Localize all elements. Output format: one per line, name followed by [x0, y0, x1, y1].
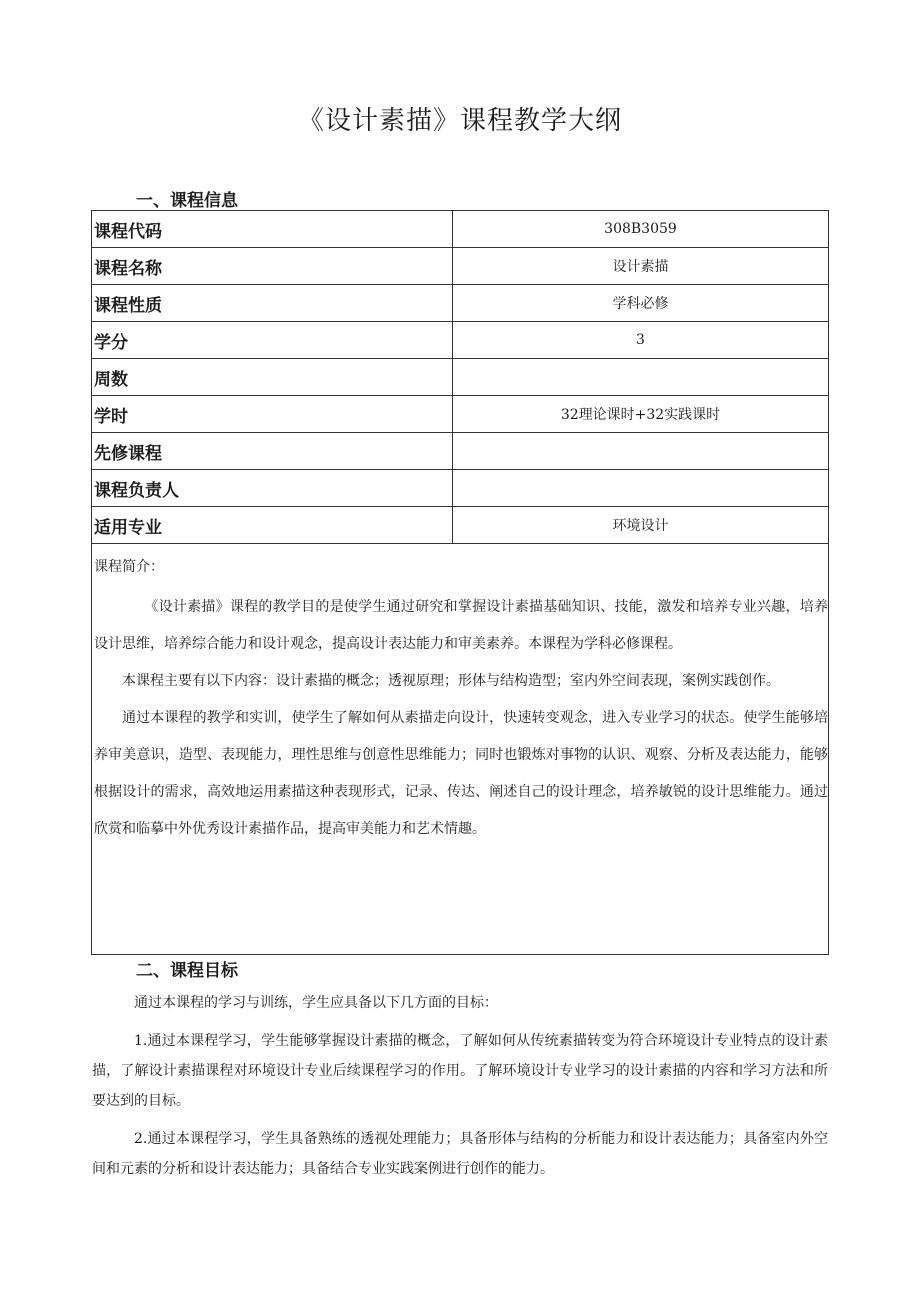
- course-intro-row: [92, 544, 829, 955]
- course-intro-cell: [92, 544, 829, 955]
- goals-paragraph: 2.通过本课程学习，学生具备熟练的透视处理能力；具备形体与结构的分析能力和设计表达能力；具备室内外空间和元素的分析和设计表达能力；具备结合专业实践案例进行创作的能力。: [92, 1131, 828, 1177]
- row-value: 32理论课时+32实践课时: [453, 396, 829, 433]
- table-row: [92, 285, 829, 322]
- row-value: 3: [453, 322, 829, 359]
- table-row: [92, 211, 829, 248]
- table-row: [92, 470, 829, 507]
- row-label: 学分: [92, 322, 453, 359]
- row-label: 周数: [92, 359, 453, 396]
- course-intro-label: 课程简介：: [94, 559, 164, 575]
- row-value: 环境设计: [453, 507, 829, 544]
- table-row: [92, 433, 829, 470]
- row-value: 308B3059: [453, 211, 829, 248]
- row-value: [453, 359, 829, 396]
- row-label: 适用专业: [92, 507, 453, 544]
- goals-paragraph: 1.通过本课程学习，学生能够掌握设计素描的概念，了解如何从传统素描转变为符合环境设计专业特点的设计素描，了解设计素描课程对环境设计专业后续课程学习的作用。了解环境设计专业学习的设计素描的内容和学习方法和所要达到的目标。: [92, 1033, 828, 1109]
- row-value: 学科必修: [453, 285, 829, 322]
- section-heading-course-info: 一、课程信息: [136, 191, 238, 211]
- goals-paragraph: 通过本课程的学习与训练，学生应具备以下几方面的目标：: [134, 995, 498, 1011]
- course-goals-body: [92, 988, 828, 1192]
- row-label: 先修课程: [92, 433, 453, 470]
- row-label: 课程性质: [92, 285, 453, 322]
- row-label: 课程负责人: [92, 470, 453, 507]
- document-title: 《设计素描》课程教学大纲: [297, 106, 622, 136]
- section-heading-course-goals: 二、课程目标: [136, 961, 238, 981]
- table-row: [92, 507, 829, 544]
- row-label: 学时: [92, 396, 453, 433]
- table-row: [92, 248, 829, 285]
- row-value: 设计素描: [453, 248, 829, 285]
- row-label: 课程名称: [92, 248, 453, 285]
- course-intro-paragraph: 通过本课程的教学和实训，使学生了解如何从素描走向设计，快速转变观念，进入专业学习的状态。使学生能够培养审美意识，造型、表现能力，理性思维与创意性思维能力；同时也锻炼对事物的认识、观察、分析及表达能力，能够根据设计的需求，高效地运用素描这种表现形式，记录、传达、阐述自己的设计理念，培养敏锐的设计思维能力。通过欣赏和临摹中外优秀设计素描作品，提高审美能力和艺术情趣。: [94, 710, 828, 837]
- course-info-table: [91, 210, 829, 955]
- table-row: [92, 359, 829, 396]
- row-value: [453, 470, 829, 507]
- table-row: [92, 396, 829, 433]
- row-label: 课程代码: [92, 211, 453, 248]
- row-value: [453, 433, 829, 470]
- course-intro-paragraph: 本课程主要有以下内容：设计素描的概念；透视原理；形体与结构造型；室内外空间表现，案例实践创作。: [122, 673, 780, 689]
- course-intro-paragraph: 《设计素描》课程的教学目的是使学生通过研究和掌握设计素描基础知识、技能，激发和培养专业兴趣，培养设计思维，培养综合能力和设计观念，提高设计表达能力和审美素养。本课程为学科必修课程。: [94, 599, 828, 652]
- table-row: [92, 322, 829, 359]
